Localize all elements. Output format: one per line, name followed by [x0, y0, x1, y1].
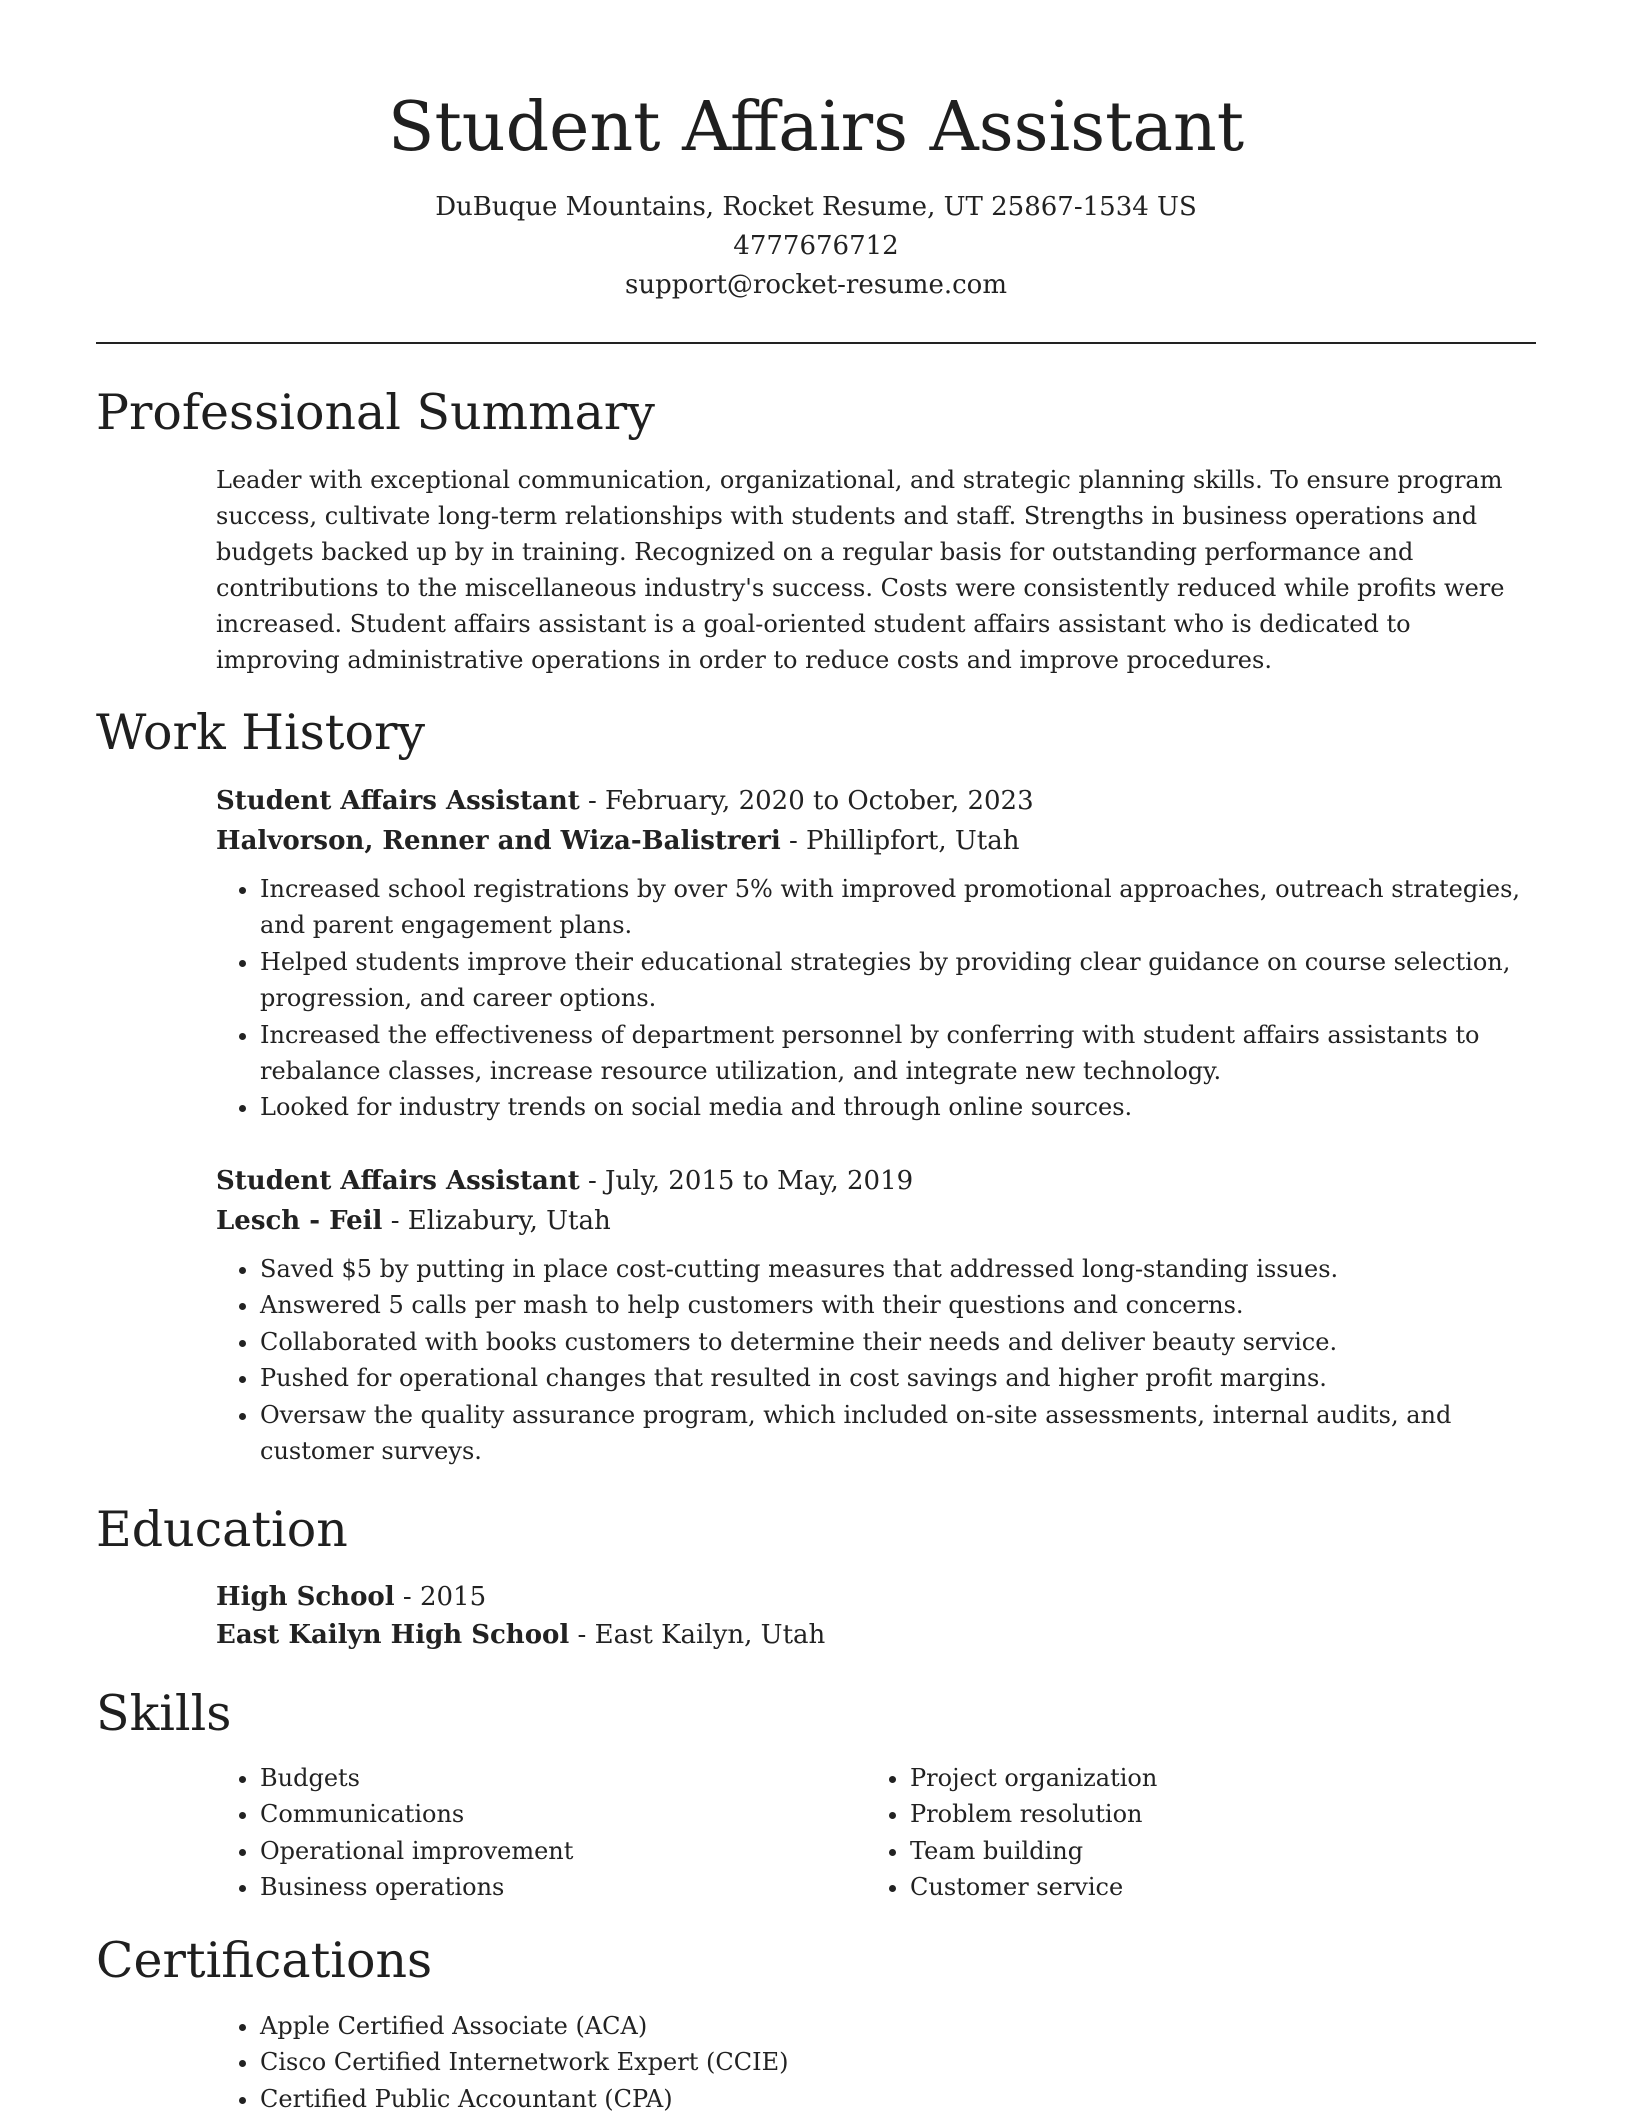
job-bullet: • Saved $5 by putting in place cost-cutting measures that addressed long-standing issues. — [260, 1251, 1536, 1287]
skills-list — [216, 1760, 866, 1906]
certification-item: • Cisco Certified Internetwork Expert (CCIE) — [260, 2044, 1536, 2080]
skill-item: • Project organization — [910, 1760, 1516, 1796]
skill-item: • Customer service — [910, 1869, 1516, 1905]
job-title-line — [216, 781, 1536, 821]
certification-item: • Apple Certified Associate (ACA) — [260, 2008, 1536, 2044]
summary-heading: Professional Summary — [96, 384, 655, 441]
skills-section — [216, 1760, 1536, 1906]
skill-item: • Operational improvement — [260, 1833, 866, 1869]
certification-item: • Certified Public Accountant (CPA) — [260, 2081, 1536, 2117]
job-title: Student Affairs Assistant — [216, 1166, 580, 1196]
skill-item: • Budgets — [260, 1760, 866, 1796]
job-bullet: • Collaborated with books customers to determine their needs and deliver beauty service. — [260, 1324, 1536, 1360]
skills-grid — [216, 1760, 1536, 1906]
skill-item: • Communications — [260, 1796, 866, 1832]
contact-address: DuBuque Mountains, Rocket Resume, UT 25867-1534 US — [435, 192, 1197, 222]
job-company-line — [216, 1201, 1536, 1241]
resume-header — [96, 82, 1536, 305]
job-company: Lesch - Feil — [216, 1206, 383, 1236]
header-divider — [96, 342, 1536, 344]
education-school-line — [216, 1616, 1536, 1654]
skills-heading: Skills — [96, 1685, 232, 1742]
job-bullet: • Answered 5 calls per mash to help customers with their questions and concerns. — [260, 1287, 1536, 1323]
job-location: - Phillipfort, Utah — [780, 826, 1020, 856]
resume-name: Student Affairs Assistant — [387, 88, 1245, 167]
job-entry — [216, 781, 1536, 1126]
skill-item: • Problem resolution — [910, 1796, 1516, 1832]
education-entry — [216, 1578, 1536, 1654]
education-location: - East Kailyn, Utah — [569, 1620, 826, 1650]
job-dates: - February, 2020 to October, 2023 — [579, 786, 1034, 816]
summary-section — [216, 462, 1536, 678]
job-entry — [216, 1161, 1536, 1469]
job-company-line — [216, 821, 1536, 861]
job-location: - Elizabury, Utah — [382, 1206, 611, 1236]
certifications-section — [216, 2008, 1536, 2117]
contact-info — [96, 188, 1536, 305]
skills-list — [866, 1760, 1516, 1906]
job-bullet: • Looked for industry trends on social media and through online sources. — [260, 1089, 1536, 1125]
job-title-line — [216, 1161, 1536, 1201]
job-bullets — [216, 1251, 1536, 1469]
contact-phone: 4777676712 — [733, 231, 899, 261]
contact-email: support@rocket-resume.com — [624, 270, 1007, 300]
job-title: Student Affairs Assistant — [216, 786, 580, 816]
certifications-heading: Certifications — [96, 1932, 433, 1989]
education-year: - 2015 — [394, 1582, 487, 1612]
job-bullet: • Oversaw the quality assurance program, which included on-site assessments, internal audits, and customer surveys. — [260, 1397, 1536, 1470]
skill-item: • Team building — [910, 1833, 1516, 1869]
education-degree-line — [216, 1578, 1536, 1616]
education-school: East Kailyn High School — [216, 1620, 570, 1650]
skill-item: • Business operations — [260, 1869, 866, 1905]
skills-column-left — [216, 1760, 866, 1906]
summary-text: Leader with exceptional communication, organizational, and strategic planning skills. To ensure program success, cultivate long-term relationships with students and staff. Strengths in business operations and budgets backed up by in training. Recognized on a regular basis for outstanding performance and contributions to the miscellaneous industry's success. Costs were consistently reduced while profits were increased. Student affairs assistant is a goal-oriented student affairs assistant who is dedicated to improving administrative operations in order to reduce costs and improve procedures. — [216, 466, 1505, 674]
job-dates: - July, 2015 to May, 2019 — [579, 1166, 914, 1196]
certifications-list — [216, 2008, 1536, 2117]
job-bullet: • Helped students improve their educational strategies by providing clear guidance on course selection, progression, and career options. — [260, 944, 1536, 1017]
work-history-heading: Work History — [96, 704, 426, 761]
job-bullet: • Pushed for operational changes that resulted in cost savings and higher profit margins. — [260, 1360, 1536, 1396]
job-bullet: • Increased the effectiveness of department personnel by conferring with student affairs assistants to rebalance classes, increase resource utilization, and integrate new technology. — [260, 1017, 1536, 1090]
job-company: Halvorson, Renner and Wiza-Balistreri — [216, 826, 781, 856]
education-heading: Education — [96, 1501, 348, 1558]
job-bullet: • Increased school registrations by over 5% with improved promotional approaches, outreach strategies, and parent engagement plans. — [260, 871, 1536, 944]
job-bullets — [216, 871, 1536, 1126]
education-degree: High School — [216, 1582, 395, 1612]
skills-column-right — [866, 1760, 1516, 1906]
